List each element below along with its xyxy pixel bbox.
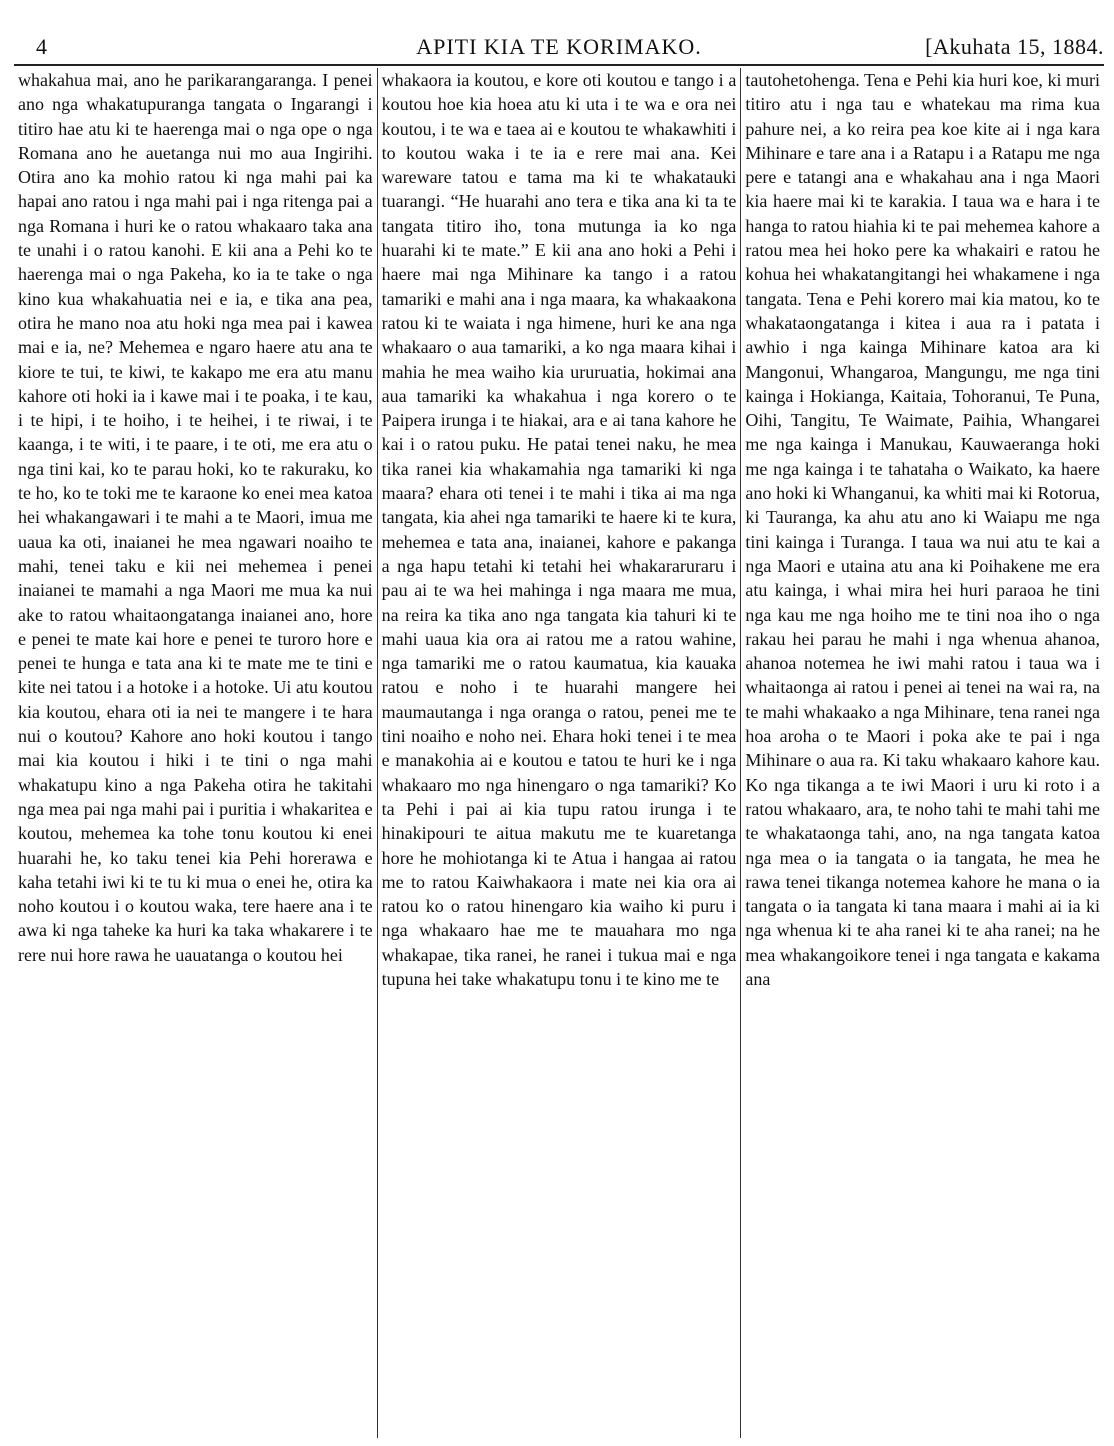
column-1-text: whakahua mai, ano he parikarangaranga. I penei ano nga whakatupuranga tangata o Ingarangi i titiro hae atu ki te haerenga mai o nga ope o nga Romana ano he auetanga nui mo aua Ingirihi. Otira ano ka mohio ratou ki nga mahi pai ka hapai ano ratou i nga mahi pai i nga ritenga pai a nga Romana i huri ke o ratou whakaaro taka ana te unahi i o ratou kanohi. E kii ana a Pehi ko te haerenga mai o nga Pakeha, ko ia te take o nga kino kua whakahuatia nei e ia, e tika ana pea, otira he mano noa atu hoki nga mea pai i kawea mai e ia, ne? Mehemea e ngaro haere atu ana te kiore te tui, te kiwi, te kakapo me era atu manu kahore oti hoki ia i kawe mai i te poaka, i te kau, i te hipi, i te hoiho, i te heihei, i te riwai, i te kaanga, i te witi, i te paare, i te oti, me era atu o nga tini kai, ko te parau hoki, ko te rakuraku, ko te ho, ko te toki me te karaone ko enei mea katoa hei whakangawari i te mahi a te Maori, imua me uaua ka oti, inaianei he mea ngawari noaiho te mahi, tenei taku e kii nei mehemea i penei inaianei te mamahi a nga Maori me mua ka nui ake to ratou whaitaongatanga inaianei ano, hore e penei te mate kai hore e penei te turoro hore e penei te hunga e tata ana ki te mate me te tini e kite nei tatou i a hotoke i a hotoke. Ui atu koutou kia koutou, ehara oti ia nei te mangere i te hara nui o koutou? Kahore ano hoki koutou i tango mai kia koutou i hiki i te tini o nga mahi whakatupu kino a nga Pakeha otira he takitahi nga mea pai nga mahi pai i puritia i whakaritea e koutou, mehemea ka tohe tonu koutou ki enei huarahi he, ko taku tenei kia Pehi horerawa e kaha tetahi iwi ki te tu ki mua o enei he, otira ka noho koutou i o koutou waka, tere haere ana i te awa ki nga taheke ka huri ka taka whakarere i te rere nui hore rawa he uauatanga o koutou hei <box>18 70 373 965</box>
newspaper-title: APITI KIA TE KORIMAKO. <box>416 34 702 59</box>
column-1 <box>14 68 377 1438</box>
column-3-text: tautohetohenga. Tena e Pehi kia huri koe, ki muri titiro atu i nga tau e whatekau ma rima kua pahure nei, a ko reira pea koe kite ai i nga kara Mihinare e tare ana i a Ratapu i a Ratapu me nga pere e tatangi ana e whakahau ana i nga Maori kia haere mai ki te karakia. I taua wa e hara i te hanga to ratou hiahia ki te pai mehemea kahore a ratou mea hei hoko pere ka whakairi e ratou he kohua hei whakatangitangi hei whakamene i nga tangata. Tena e Pehi korero mai kia matou, ko te whakataongatanga i kitea i aua ra i patata i awhio i nga kainga Mihinare katoa ara ki Mangonui, Whangaroa, Mangungu, me nga tini kainga i Hokianga, Kaitaia, Tohoranui, Te Puna, Oihi, Tangitu, Te Waimate, Paihia, Whangarei me nga kainga i Manukau, Kauwaeranga hoki me nga kainga i te tahataha o Waikato, ka haere ano hoki ki Whanganui, ka whiti mai ki Rotorua, ki Tauranga, ka ahu atu ano ki Waiapu me nga tini kainga i Turanga. I taua wa nui atu te kai a nga Maori e utaina atu ana ki Poihakene me era atu kainga, i whai mira hei huri paraoa he tini nga kau me nga hoiho me te tini noa iho o nga rakau hei parau he mahi i nga whenua ahanoa, ahanoa notemea he iwi mahi ratou i taua wa i whaitaonga ai ratou i penei ai tenei na wai ra, na te mahi whakaako a nga Mihinare, tena ranei nga hoa aroha o te Maori i poka ake te pai i nga Mihinare o aua ra. Ki taku whakaaro kahore kau. Ko nga tikanga a te iwi Maori i uru ki roto i a ratou whakaaro, ara, te noho tahi te mahi tahi me te whakataonga tahi, ano, na nga tangata katoa nga mea o ia tangata o ia tangata, he mea he rawa tenei tikanga notemea kahore he mana o ia tangata o ia tangata ki tana maara i mahi ai ia ki nga whenua ki te aha ranei ki te aha ranei; na he mea whakangoikore tenei i nga tangata e kakama ana <box>745 70 1101 989</box>
column-2 <box>377 68 741 1438</box>
issue-date: [Akuhata 15, 1884. <box>925 34 1104 59</box>
header-rule <box>14 64 1104 66</box>
page-number: 4 <box>36 34 47 59</box>
article-columns <box>14 68 1104 1438</box>
page-header <box>14 22 1104 60</box>
column-2-text: whakaora ia koutou, e kore oti koutou e tango i a koutou hoe kia hoea atu ki uta i te wa e ora nei koutou, i te wa e taea ai e koutou te whakawhiti i to koutou waka i te ia e rere mai ana. Kei wareware tatou e tama ma ki te whakatauki tuarangi. “He huarahi ano tera e tika ana ki ta te tangata titiro iho, tona mutunga ia ko nga huarahi ki te mate.” E kii ana ano hoki a Pehi i haere mai nga Mihinare ka tango i a ratou tamariki e mahi ana i nga maara, ka whakaakona ratou ki te waiata i nga himene, huri ke ana nga whakaaro o aua tamariki, a ko nga maara kihai i mahia he mea waiho kia ururuatia, hokimai ana aua tamariki ka whakahua i nga korero o te Paipera irunga i te hiakai, ara e ai tana kahore he kai i o ratou puku. He patai tenei naku, he mea tika ranei kia whakamahia nga tamariki ki nga maara? ehara oti tenei i te mahi i tika ai ma nga tangata, kia ahei nga tamariki te haere ki te kura, mehemea e tata ana, inaianei, kahore e pakanga a nga hapu tetahi ki tetahi hei whakararuraru i pau ai te wa hei mahinga i nga maara me mua, na reira ka tika ano nga tangata kia tahuri ki te mahi uaua kia ora ai ratou me a ratou wahine, nga tamariki me o ratou kaumatua, kia kauaka ratou e noho i te huarahi mangere hei maumautanga i nga oranga o ratou, penei me te tini noaiho e noho nei. Ehara hoki tenei i te mea e manakohia ai e koutou e tatou te huri ke i nga whakaaro mo nga hinengaro o nga tamariki? Ko ta Pehi i pai ai kia tupu ratou irunga i te hinakipouri te aitua makutu me te kuaretanga hore he mohiotanga ki te Atua i hangaa ai ratou me to ratou Kaiwhakaora i mate nei kia ora ai ratou ko o ratou hinengaro kia waiho ki puru i nga whakaaro hae me te mauahara mo nga whakapae, tika ranei, he ranei i tukua mai e nga tupuna hei take whakatupu tonu i te kino me te <box>381 70 737 989</box>
column-3 <box>740 68 1104 1438</box>
